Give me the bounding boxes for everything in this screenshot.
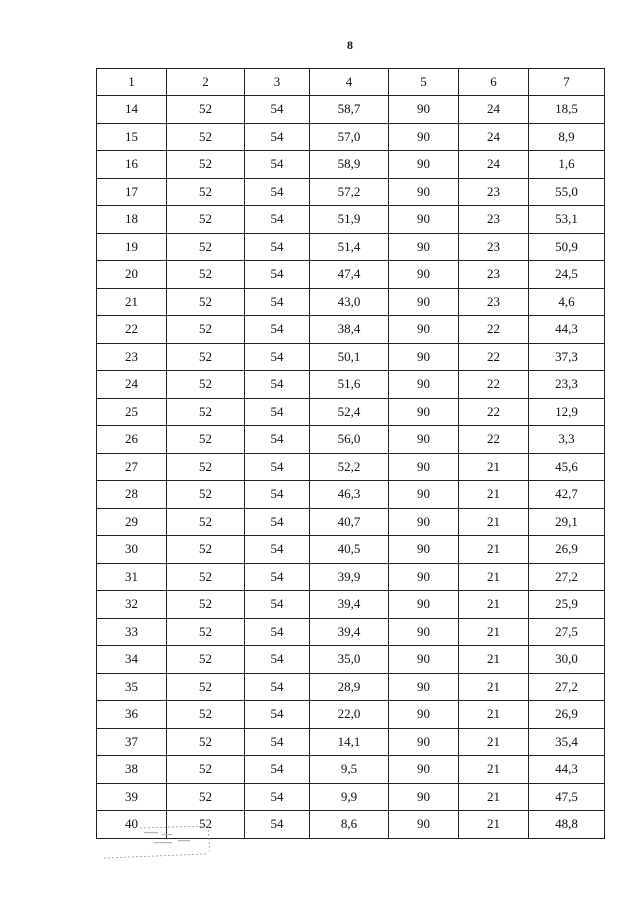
table-cell: 54 <box>245 508 310 536</box>
table-cell: 16 <box>97 151 167 179</box>
table-cell: 12,9 <box>529 398 605 426</box>
table-cell: 52 <box>167 233 245 261</box>
table-row <box>97 756 605 784</box>
table-cell: 52 <box>167 371 245 399</box>
table-cell: 52 <box>167 728 245 756</box>
table-cell: 90 <box>389 178 459 206</box>
table-cell: 55,0 <box>529 178 605 206</box>
table-cell: 21 <box>459 783 529 811</box>
table-cell: 52 <box>167 508 245 536</box>
table-cell: 24,5 <box>529 261 605 289</box>
table-cell: 22,0 <box>310 701 389 729</box>
table-cell: 28 <box>97 481 167 509</box>
table-row <box>97 398 605 426</box>
table-cell: 9,9 <box>310 783 389 811</box>
table-cell: 54 <box>245 316 310 344</box>
table-cell: 27 <box>97 453 167 481</box>
table-cell: 50,1 <box>310 343 389 371</box>
table-cell: 50,9 <box>529 233 605 261</box>
table-cell: 22 <box>459 316 529 344</box>
table-cell: 52,2 <box>310 453 389 481</box>
table-cell: 57,2 <box>310 178 389 206</box>
table-cell: 32 <box>97 591 167 619</box>
table-cell: 52 <box>167 701 245 729</box>
table-row <box>97 673 605 701</box>
table-cell: 1,6 <box>529 151 605 179</box>
column-header: 4 <box>310 69 389 96</box>
table-cell: 21 <box>459 591 529 619</box>
table-cell: 90 <box>389 288 459 316</box>
table-cell: 26,9 <box>529 536 605 564</box>
table-cell: 21 <box>459 811 529 839</box>
table-cell: 52 <box>167 316 245 344</box>
table-cell: 30 <box>97 536 167 564</box>
table-cell: 47,5 <box>529 783 605 811</box>
table-cell: 54 <box>245 398 310 426</box>
column-header: 7 <box>529 69 605 96</box>
table-cell: 23 <box>97 343 167 371</box>
column-header: 3 <box>245 69 310 96</box>
table-cell: 52 <box>167 673 245 701</box>
table-cell: 52 <box>167 426 245 454</box>
table-cell: 35,0 <box>310 646 389 674</box>
table-cell: 90 <box>389 618 459 646</box>
table-cell: 39,4 <box>310 618 389 646</box>
table-cell: 90 <box>389 96 459 124</box>
table-row <box>97 151 605 179</box>
table-cell: 54 <box>245 701 310 729</box>
table-cell: 44,3 <box>529 756 605 784</box>
table-cell: 54 <box>245 481 310 509</box>
table-cell: 90 <box>389 233 459 261</box>
header-row <box>97 69 605 96</box>
table-cell: 54 <box>245 343 310 371</box>
table-cell: 47,4 <box>310 261 389 289</box>
table-cell: 90 <box>389 508 459 536</box>
table-cell: 38,4 <box>310 316 389 344</box>
table-body <box>97 96 605 839</box>
table-cell: 54 <box>245 563 310 591</box>
column-header: 6 <box>459 69 529 96</box>
table-cell: 54 <box>245 371 310 399</box>
table-row <box>97 233 605 261</box>
table-row <box>97 123 605 151</box>
table-cell: 43,0 <box>310 288 389 316</box>
table-cell: 54 <box>245 288 310 316</box>
table-row <box>97 728 605 756</box>
table-cell: 24 <box>459 151 529 179</box>
table-cell: 52 <box>167 536 245 564</box>
table-cell: 52 <box>167 756 245 784</box>
table-row <box>97 783 605 811</box>
table-cell: 31 <box>97 563 167 591</box>
table-cell: 90 <box>389 563 459 591</box>
table-row <box>97 536 605 564</box>
table-cell: 52 <box>167 618 245 646</box>
table-cell: 53,1 <box>529 206 605 234</box>
table-cell: 38 <box>97 756 167 784</box>
table-cell: 26 <box>97 426 167 454</box>
table-cell: 54 <box>245 591 310 619</box>
table-cell: 21 <box>459 563 529 591</box>
table-row <box>97 701 605 729</box>
table-cell: 22 <box>459 426 529 454</box>
table-cell: 24 <box>97 371 167 399</box>
table-cell: 24 <box>459 123 529 151</box>
table-cell: 90 <box>389 756 459 784</box>
table-cell: 27,2 <box>529 673 605 701</box>
table-cell: 52 <box>167 206 245 234</box>
table-cell: 25 <box>97 398 167 426</box>
table-cell: 54 <box>245 233 310 261</box>
table-cell: 51,6 <box>310 371 389 399</box>
table-cell: 22 <box>459 343 529 371</box>
table-cell: 42,7 <box>529 481 605 509</box>
table-cell: 90 <box>389 371 459 399</box>
table-cell: 90 <box>389 453 459 481</box>
table-row <box>97 343 605 371</box>
table-cell: 90 <box>389 646 459 674</box>
table-cell: 54 <box>245 426 310 454</box>
table-cell: 3,3 <box>529 426 605 454</box>
table-cell: 34 <box>97 646 167 674</box>
table-cell: 23 <box>459 206 529 234</box>
table-cell: 51,9 <box>310 206 389 234</box>
table-cell: 52 <box>167 453 245 481</box>
table-row <box>97 453 605 481</box>
table-cell: 90 <box>389 673 459 701</box>
table-cell: 29 <box>97 508 167 536</box>
table-row <box>97 96 605 124</box>
table-cell: 22 <box>459 371 529 399</box>
table-cell: 54 <box>245 811 310 839</box>
table-cell: 23 <box>459 233 529 261</box>
table-cell: 23 <box>459 288 529 316</box>
table-cell: 20 <box>97 261 167 289</box>
table-cell: 37,3 <box>529 343 605 371</box>
table-cell: 90 <box>389 206 459 234</box>
table-cell: 8,6 <box>310 811 389 839</box>
table-cell: 21 <box>459 536 529 564</box>
table-cell: 21 <box>459 673 529 701</box>
table-cell: 90 <box>389 343 459 371</box>
table-cell: 17 <box>97 178 167 206</box>
table-cell: 54 <box>245 261 310 289</box>
table-row <box>97 178 605 206</box>
table-cell: 36 <box>97 701 167 729</box>
table-cell: 48,8 <box>529 811 605 839</box>
table-row <box>97 508 605 536</box>
table-cell: 27,2 <box>529 563 605 591</box>
table-cell: 22 <box>97 316 167 344</box>
table-cell: 40 <box>97 811 167 839</box>
table-cell: 52 <box>167 151 245 179</box>
table-cell: 52 <box>167 811 245 839</box>
table-cell: 90 <box>389 123 459 151</box>
table-cell: 54 <box>245 178 310 206</box>
table-cell: 52 <box>167 96 245 124</box>
table-cell: 52 <box>167 591 245 619</box>
table-cell: 21 <box>459 701 529 729</box>
table-cell: 39,4 <box>310 591 389 619</box>
table-row <box>97 646 605 674</box>
table-cell: 54 <box>245 756 310 784</box>
table-row <box>97 371 605 399</box>
table-cell: 4,6 <box>529 288 605 316</box>
table-cell: 39 <box>97 783 167 811</box>
table-row <box>97 618 605 646</box>
table-row <box>97 591 605 619</box>
table-cell: 52 <box>167 783 245 811</box>
table-row <box>97 481 605 509</box>
table-cell: 21 <box>459 618 529 646</box>
table-cell: 26,9 <box>529 701 605 729</box>
table-cell: 27,5 <box>529 618 605 646</box>
table-cell: 90 <box>389 261 459 289</box>
table-cell: 54 <box>245 728 310 756</box>
table-cell: 54 <box>245 96 310 124</box>
table-cell: 52,4 <box>310 398 389 426</box>
table-cell: 54 <box>245 206 310 234</box>
table-cell: 21 <box>459 728 529 756</box>
table-row <box>97 288 605 316</box>
table-cell: 52 <box>167 343 245 371</box>
table-cell: 52 <box>167 288 245 316</box>
table-cell: 52 <box>167 646 245 674</box>
table-cell: 23,3 <box>529 371 605 399</box>
faint-stamp-mark <box>102 822 210 862</box>
table-cell: 21 <box>459 453 529 481</box>
table-cell: 52 <box>167 563 245 591</box>
table-cell: 30,0 <box>529 646 605 674</box>
table-cell: 22 <box>459 398 529 426</box>
table-cell: 21 <box>459 508 529 536</box>
table-cell: 90 <box>389 426 459 454</box>
table-cell: 90 <box>389 151 459 179</box>
table-cell: 54 <box>245 646 310 674</box>
table-cell: 45,6 <box>529 453 605 481</box>
table-cell: 15 <box>97 123 167 151</box>
table-cell: 35 <box>97 673 167 701</box>
table-cell: 51,4 <box>310 233 389 261</box>
table-cell: 56,0 <box>310 426 389 454</box>
table-cell: 52 <box>167 123 245 151</box>
table-cell: 18 <box>97 206 167 234</box>
table-cell: 21 <box>459 756 529 784</box>
table-cell: 52 <box>167 261 245 289</box>
table-cell: 24 <box>459 96 529 124</box>
table-cell: 54 <box>245 123 310 151</box>
table-cell: 90 <box>389 701 459 729</box>
table-row <box>97 261 605 289</box>
table-cell: 28,9 <box>310 673 389 701</box>
table-cell: 29,1 <box>529 508 605 536</box>
table-cell: 18,5 <box>529 96 605 124</box>
table-cell: 52 <box>167 178 245 206</box>
table-cell: 14 <box>97 96 167 124</box>
table-cell: 52 <box>167 398 245 426</box>
table-cell: 54 <box>245 151 310 179</box>
table-row <box>97 316 605 344</box>
table-cell: 21 <box>97 288 167 316</box>
table-cell: 40,7 <box>310 508 389 536</box>
table-cell: 19 <box>97 233 167 261</box>
table-row <box>97 206 605 234</box>
table-cell: 8,9 <box>529 123 605 151</box>
table-cell: 23 <box>459 261 529 289</box>
column-header: 1 <box>97 69 167 96</box>
table-cell: 90 <box>389 398 459 426</box>
table-cell: 25,9 <box>529 591 605 619</box>
table-cell: 39,9 <box>310 563 389 591</box>
table-cell: 90 <box>389 316 459 344</box>
table-cell: 14,1 <box>310 728 389 756</box>
table-cell: 21 <box>459 646 529 674</box>
table-cell: 58,7 <box>310 96 389 124</box>
table-cell: 35,4 <box>529 728 605 756</box>
column-header: 2 <box>167 69 245 96</box>
table-cell: 54 <box>245 618 310 646</box>
table-cell: 44,3 <box>529 316 605 344</box>
table-cell: 54 <box>245 673 310 701</box>
table-cell: 46,3 <box>310 481 389 509</box>
table-cell: 90 <box>389 728 459 756</box>
table-cell: 57,0 <box>310 123 389 151</box>
column-header: 5 <box>389 69 459 96</box>
table-cell: 54 <box>245 783 310 811</box>
table-cell: 52 <box>167 481 245 509</box>
table-cell: 90 <box>389 536 459 564</box>
table-cell: 54 <box>245 453 310 481</box>
table-cell: 40,5 <box>310 536 389 564</box>
table-cell: 90 <box>389 481 459 509</box>
table-cell: 90 <box>389 591 459 619</box>
table-cell: 9,5 <box>310 756 389 784</box>
table-cell: 54 <box>245 536 310 564</box>
table-row <box>97 426 605 454</box>
data-table <box>96 68 605 839</box>
page-number: 8 <box>347 38 353 52</box>
table-cell: 90 <box>389 783 459 811</box>
table-cell: 90 <box>389 811 459 839</box>
table-cell: 21 <box>459 481 529 509</box>
table-row <box>97 563 605 591</box>
table-cell: 37 <box>97 728 167 756</box>
table-cell: 58,9 <box>310 151 389 179</box>
table-cell: 23 <box>459 178 529 206</box>
table-cell: 33 <box>97 618 167 646</box>
